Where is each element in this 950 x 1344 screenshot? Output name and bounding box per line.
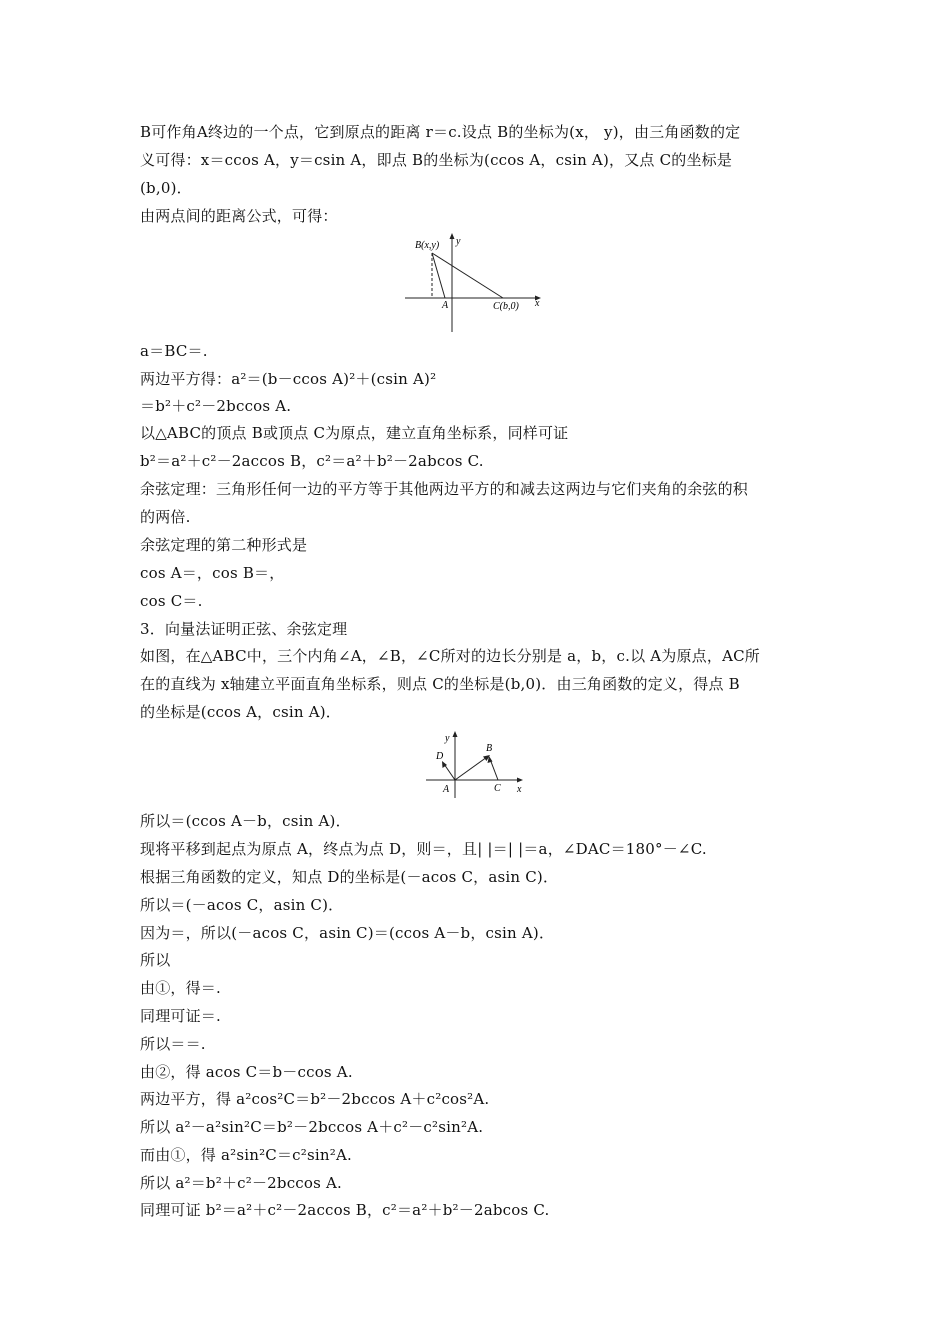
text-line-11: 的两倍. — [140, 508, 191, 526]
coordinate-figure-2 — [420, 726, 532, 800]
text-line-4: 由两点间的距离公式，可得： — [140, 207, 338, 225]
text-line-12: 余弦定理的第二种形式是 — [140, 536, 308, 554]
fig1-label-c: C(b,0) — [493, 301, 519, 312]
text-line-31: 而由①，得 a²sin²C＝c²sin²A. — [140, 1146, 352, 1164]
text-line-20: 现将平移到起点为原点 A，终点为点 D，则＝，且| |＝| |＝a，∠DAC＝180°－∠C. — [140, 840, 707, 858]
text-line-24: 所以 — [140, 951, 171, 969]
text-line-32: 所以 a²＝b²＋c²－2bccos A. — [140, 1174, 342, 1192]
text-line-26: 同理可证＝. — [140, 1007, 221, 1025]
text-line-29: 两边平方，得 a²cos²C＝b²－2bccos A＋c²cos²A. — [140, 1090, 490, 1108]
text-line-23: 因为＝，所以(－acos C，asin C)＝(ccos A－b，csin A)． — [140, 924, 555, 942]
text-line-7: ＝b²＋c²－2bccos A. — [140, 397, 292, 415]
text-line-25: 由①，得＝. — [140, 979, 221, 997]
text-line-27: 所以＝＝. — [140, 1035, 206, 1053]
text-line-21: 根据三角函数的定义，知点 D的坐标是(－acos C，asin C)． — [140, 868, 559, 886]
fig2-label-a: A — [443, 784, 450, 795]
text-line-10: 余弦定理：三角形任何一边的平方等于其他两边平方的和减去这两边与它们夹角的余弦的积 — [140, 480, 749, 498]
fig2-label-d: D — [436, 751, 444, 762]
text-line-33: 同理可证 b²＝a²＋c²－2accos B，c²＝a²＋b²－2abcos C. — [140, 1201, 550, 1219]
fig2-label-y: y — [445, 733, 450, 744]
text-line-28: 由②，得 acos C＝b－ccos A. — [140, 1063, 353, 1081]
section-heading: 3．向量法证明正弦、余弦定理 — [140, 620, 348, 638]
fig1-label-x: x — [535, 298, 540, 309]
fig2-label-b: B — [486, 743, 493, 754]
text-line-30: 所以 a²－a²sin²C＝b²－2bccos A＋c²－c²sin²A. — [140, 1118, 484, 1136]
coordinate-figure-1 — [395, 228, 555, 336]
text-line-16: 如图，在△ABC中，三个内角∠A，∠B，∠C所对的边长分别是 a，b，c.以 A为原点，AC所 — [140, 647, 760, 665]
text-line-22: 所以＝(－acos C，asin C)． — [140, 896, 344, 914]
fig1-label-y: y — [456, 236, 461, 247]
text-line-18: 的坐标是(ccos A，csin A)． — [140, 703, 341, 721]
text-line-9: b²＝a²＋c²－2accos B，c²＝a²＋b²－2abcos C. — [140, 452, 484, 470]
text-line-13: cos A＝，cos B＝， — [140, 564, 285, 582]
text-line-17: 在的直线为 x轴建立平面直角坐标系，则点 C的坐标是(b,0)．由三角函数的定义，得点 B — [140, 675, 740, 693]
text-line-5: a＝BC＝. — [140, 342, 208, 360]
fig1-label-a: A — [442, 300, 449, 311]
text-line-14: cos C＝. — [140, 592, 203, 610]
text-line-19: 所以＝(ccos A－b，csin A)． — [140, 812, 351, 830]
text-line-1: B可作角A终边的一个点，它到原点的距离 r＝c.设点 B的坐标为(x， y)，由三角函数的定 — [140, 123, 741, 141]
text-line-3: (b,0)． — [140, 179, 192, 197]
text-line-8: 以△ABC的顶点 B或顶点 C为原点，建立直角坐标系，同样可证 — [140, 424, 569, 442]
text-line-6: 两边平方得：a²＝(b－ccos A)²＋(csin A)² — [140, 370, 437, 388]
text-line-2: 义可得：x＝ccos A，y＝csin A，即点 B的坐标为(ccos A，csin A)，又点 C的坐标是 — [140, 151, 733, 169]
fig1-label-b: B(x,y) — [415, 240, 440, 251]
fig2-label-x: x — [517, 784, 522, 795]
fig2-label-c: C — [494, 783, 501, 794]
